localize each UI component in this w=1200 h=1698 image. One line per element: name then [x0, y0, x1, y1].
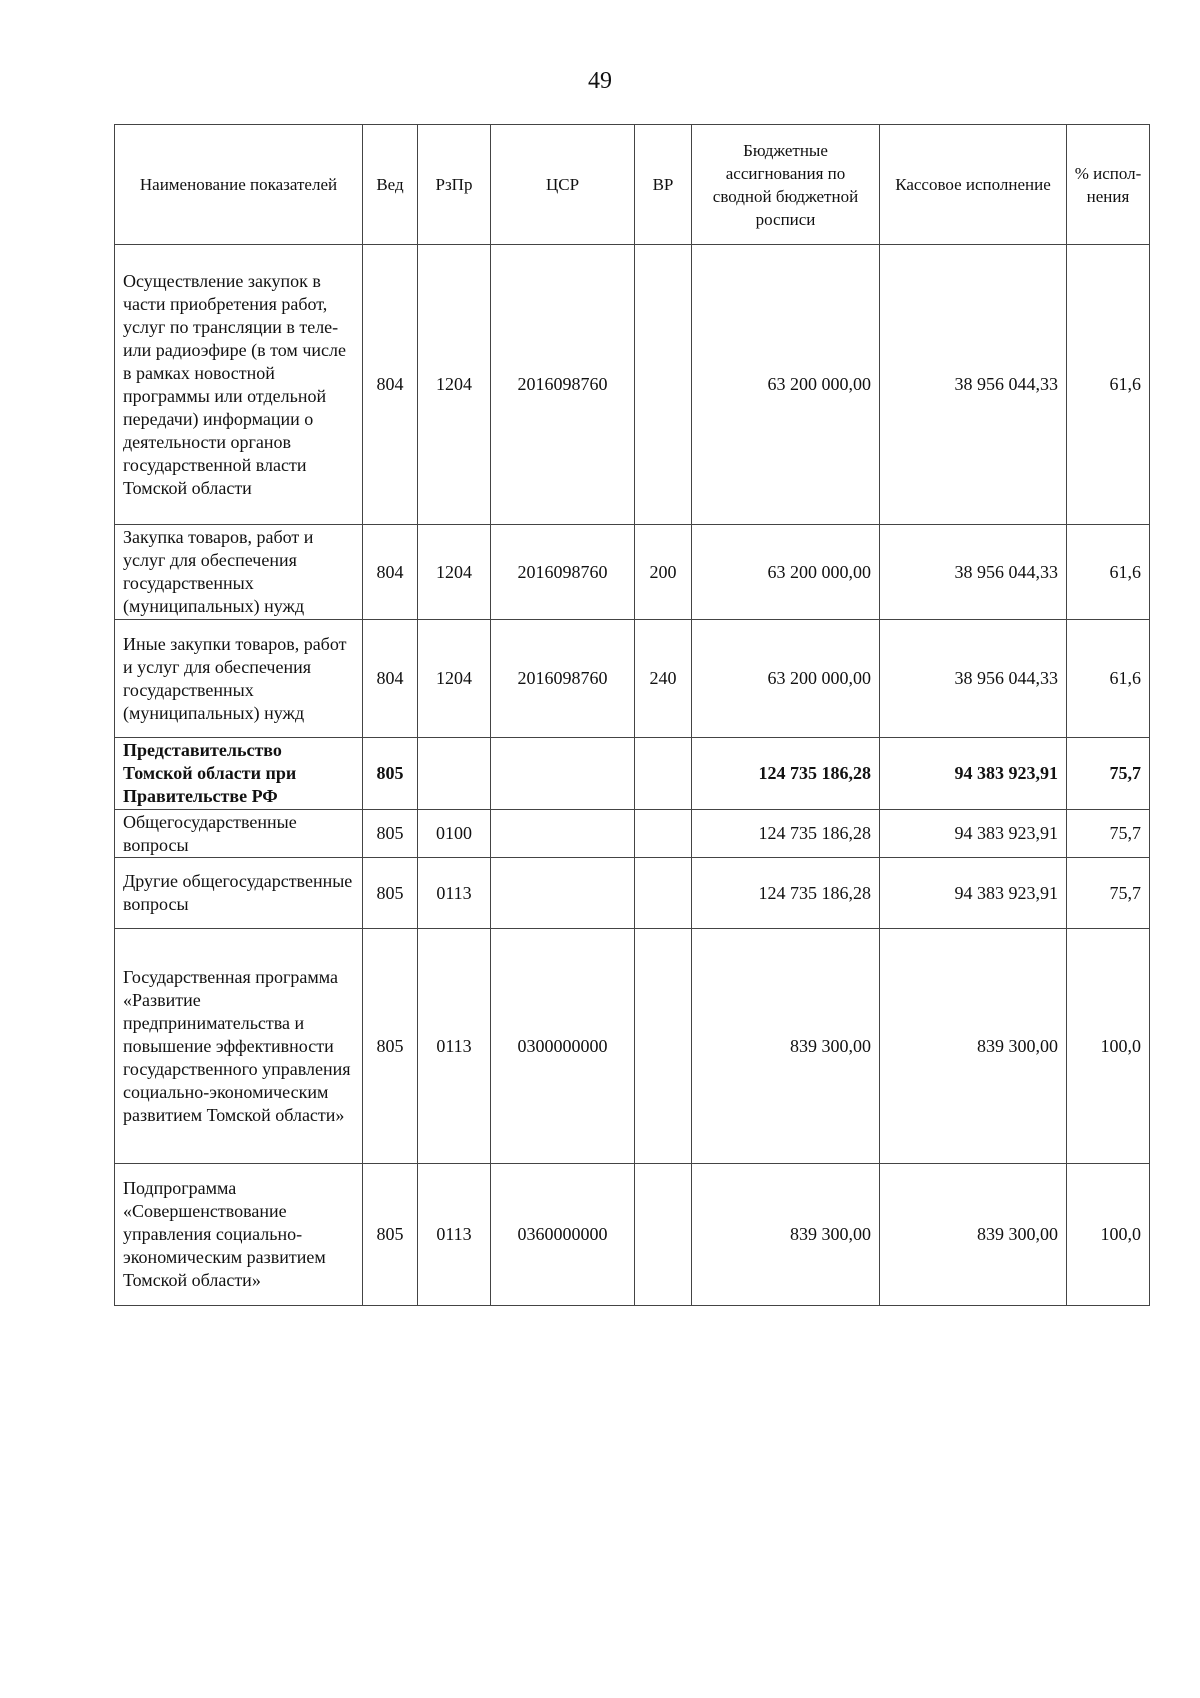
- cell-cash: 38 956 044,33: [880, 620, 1067, 738]
- cell-ved: 805: [363, 1164, 418, 1306]
- table-row: [115, 738, 1150, 810]
- cell-name: Иные закупки товаров, работ и услуг для обеспечения государственных (муниципальных) нужд: [115, 620, 363, 738]
- cell-csr: 0300000000: [491, 929, 635, 1164]
- cell-cash: 94 383 923,91: [880, 858, 1067, 929]
- budget-table: [114, 124, 1150, 1306]
- header-ved: Вед: [363, 125, 418, 245]
- cell-cash: 94 383 923,91: [880, 810, 1067, 858]
- cell-percent: 75,7: [1067, 810, 1150, 858]
- cell-vr: 200: [635, 525, 692, 620]
- cell-rzpr: 0113: [418, 1164, 491, 1306]
- cell-cash: 839 300,00: [880, 929, 1067, 1164]
- header-budget: Бюджетные ассигнования по сводной бюджетной росписи: [692, 125, 880, 245]
- header-cash: Кассовое исполнение: [880, 125, 1067, 245]
- header-vr: ВР: [635, 125, 692, 245]
- cell-csr: 2016098760: [491, 245, 635, 525]
- cell-rzpr: 0100: [418, 810, 491, 858]
- table-row: [115, 1164, 1150, 1306]
- cell-ved: 805: [363, 929, 418, 1164]
- cell-vr: 240: [635, 620, 692, 738]
- cell-cash: 38 956 044,33: [880, 245, 1067, 525]
- header-percent: % испол-нения: [1067, 125, 1150, 245]
- cell-vr: [635, 1164, 692, 1306]
- cell-budget: 63 200 000,00: [692, 620, 880, 738]
- cell-name: Закупка товаров, работ и услуг для обеспечения государственных (муниципальных) нужд: [115, 525, 363, 620]
- cell-name: Государственная программа «Развитие предпринимательства и повышение эффективности государственного управления социально-экономическим развитием Томской области»: [115, 929, 363, 1164]
- cell-percent: 100,0: [1067, 1164, 1150, 1306]
- cell-ved: 805: [363, 810, 418, 858]
- cell-ved: 805: [363, 738, 418, 810]
- cell-ved: 804: [363, 620, 418, 738]
- cell-vr: [635, 245, 692, 525]
- cell-rzpr: [418, 738, 491, 810]
- cell-vr: [635, 810, 692, 858]
- cell-csr: [491, 810, 635, 858]
- cell-vr: [635, 858, 692, 929]
- cell-csr: 2016098760: [491, 620, 635, 738]
- header-csr: ЦСР: [491, 125, 635, 245]
- cell-percent: 75,7: [1067, 858, 1150, 929]
- cell-csr: [491, 858, 635, 929]
- cell-name: Представительство Томской области при Правительстве РФ: [115, 738, 363, 810]
- cell-name: Осуществление закупок в части приобретения работ, услуг по трансляции в теле- или радиоэфире (в том числе в рамках новостной программы или отдельной передачи) информации о деятельности органов государственной власти Томской области: [115, 245, 363, 525]
- cell-name: Подпрограмма «Совершенствование управления социально-экономическим развитием Томской области»: [115, 1164, 363, 1306]
- table-header-row: [115, 125, 1150, 245]
- cell-csr: 0360000000: [491, 1164, 635, 1306]
- table-row: [115, 245, 1150, 525]
- cell-budget: 63 200 000,00: [692, 525, 880, 620]
- table-row: [115, 929, 1150, 1164]
- cell-rzpr: 0113: [418, 929, 491, 1164]
- table-row: [115, 810, 1150, 858]
- page-number: 49: [588, 68, 612, 94]
- cell-budget: 63 200 000,00: [692, 245, 880, 525]
- cell-budget: 839 300,00: [692, 1164, 880, 1306]
- cell-name: Другие общегосударственные вопросы: [115, 858, 363, 929]
- header-rzpr: РзПр: [418, 125, 491, 245]
- cell-cash: 94 383 923,91: [880, 738, 1067, 810]
- cell-percent: 100,0: [1067, 929, 1150, 1164]
- cell-vr: [635, 738, 692, 810]
- cell-rzpr: 0113: [418, 858, 491, 929]
- cell-percent: 75,7: [1067, 738, 1150, 810]
- cell-percent: 61,6: [1067, 620, 1150, 738]
- cell-ved: 804: [363, 245, 418, 525]
- cell-vr: [635, 929, 692, 1164]
- cell-csr: 2016098760: [491, 525, 635, 620]
- cell-budget: 124 735 186,28: [692, 858, 880, 929]
- cell-cash: 38 956 044,33: [880, 525, 1067, 620]
- cell-ved: 804: [363, 525, 418, 620]
- cell-percent: 61,6: [1067, 245, 1150, 525]
- cell-budget: 124 735 186,28: [692, 738, 880, 810]
- cell-cash: 839 300,00: [880, 1164, 1067, 1306]
- cell-name: Общегосударственные вопросы: [115, 810, 363, 858]
- table-row: [115, 620, 1150, 738]
- table-row: [115, 858, 1150, 929]
- cell-percent: 61,6: [1067, 525, 1150, 620]
- cell-ved: 805: [363, 858, 418, 929]
- cell-rzpr: 1204: [418, 525, 491, 620]
- cell-rzpr: 1204: [418, 245, 491, 525]
- cell-rzpr: 1204: [418, 620, 491, 738]
- cell-budget: 839 300,00: [692, 929, 880, 1164]
- cell-budget: 124 735 186,28: [692, 810, 880, 858]
- cell-csr: [491, 738, 635, 810]
- table-row: [115, 525, 1150, 620]
- header-name: Наименование показателей: [115, 125, 363, 245]
